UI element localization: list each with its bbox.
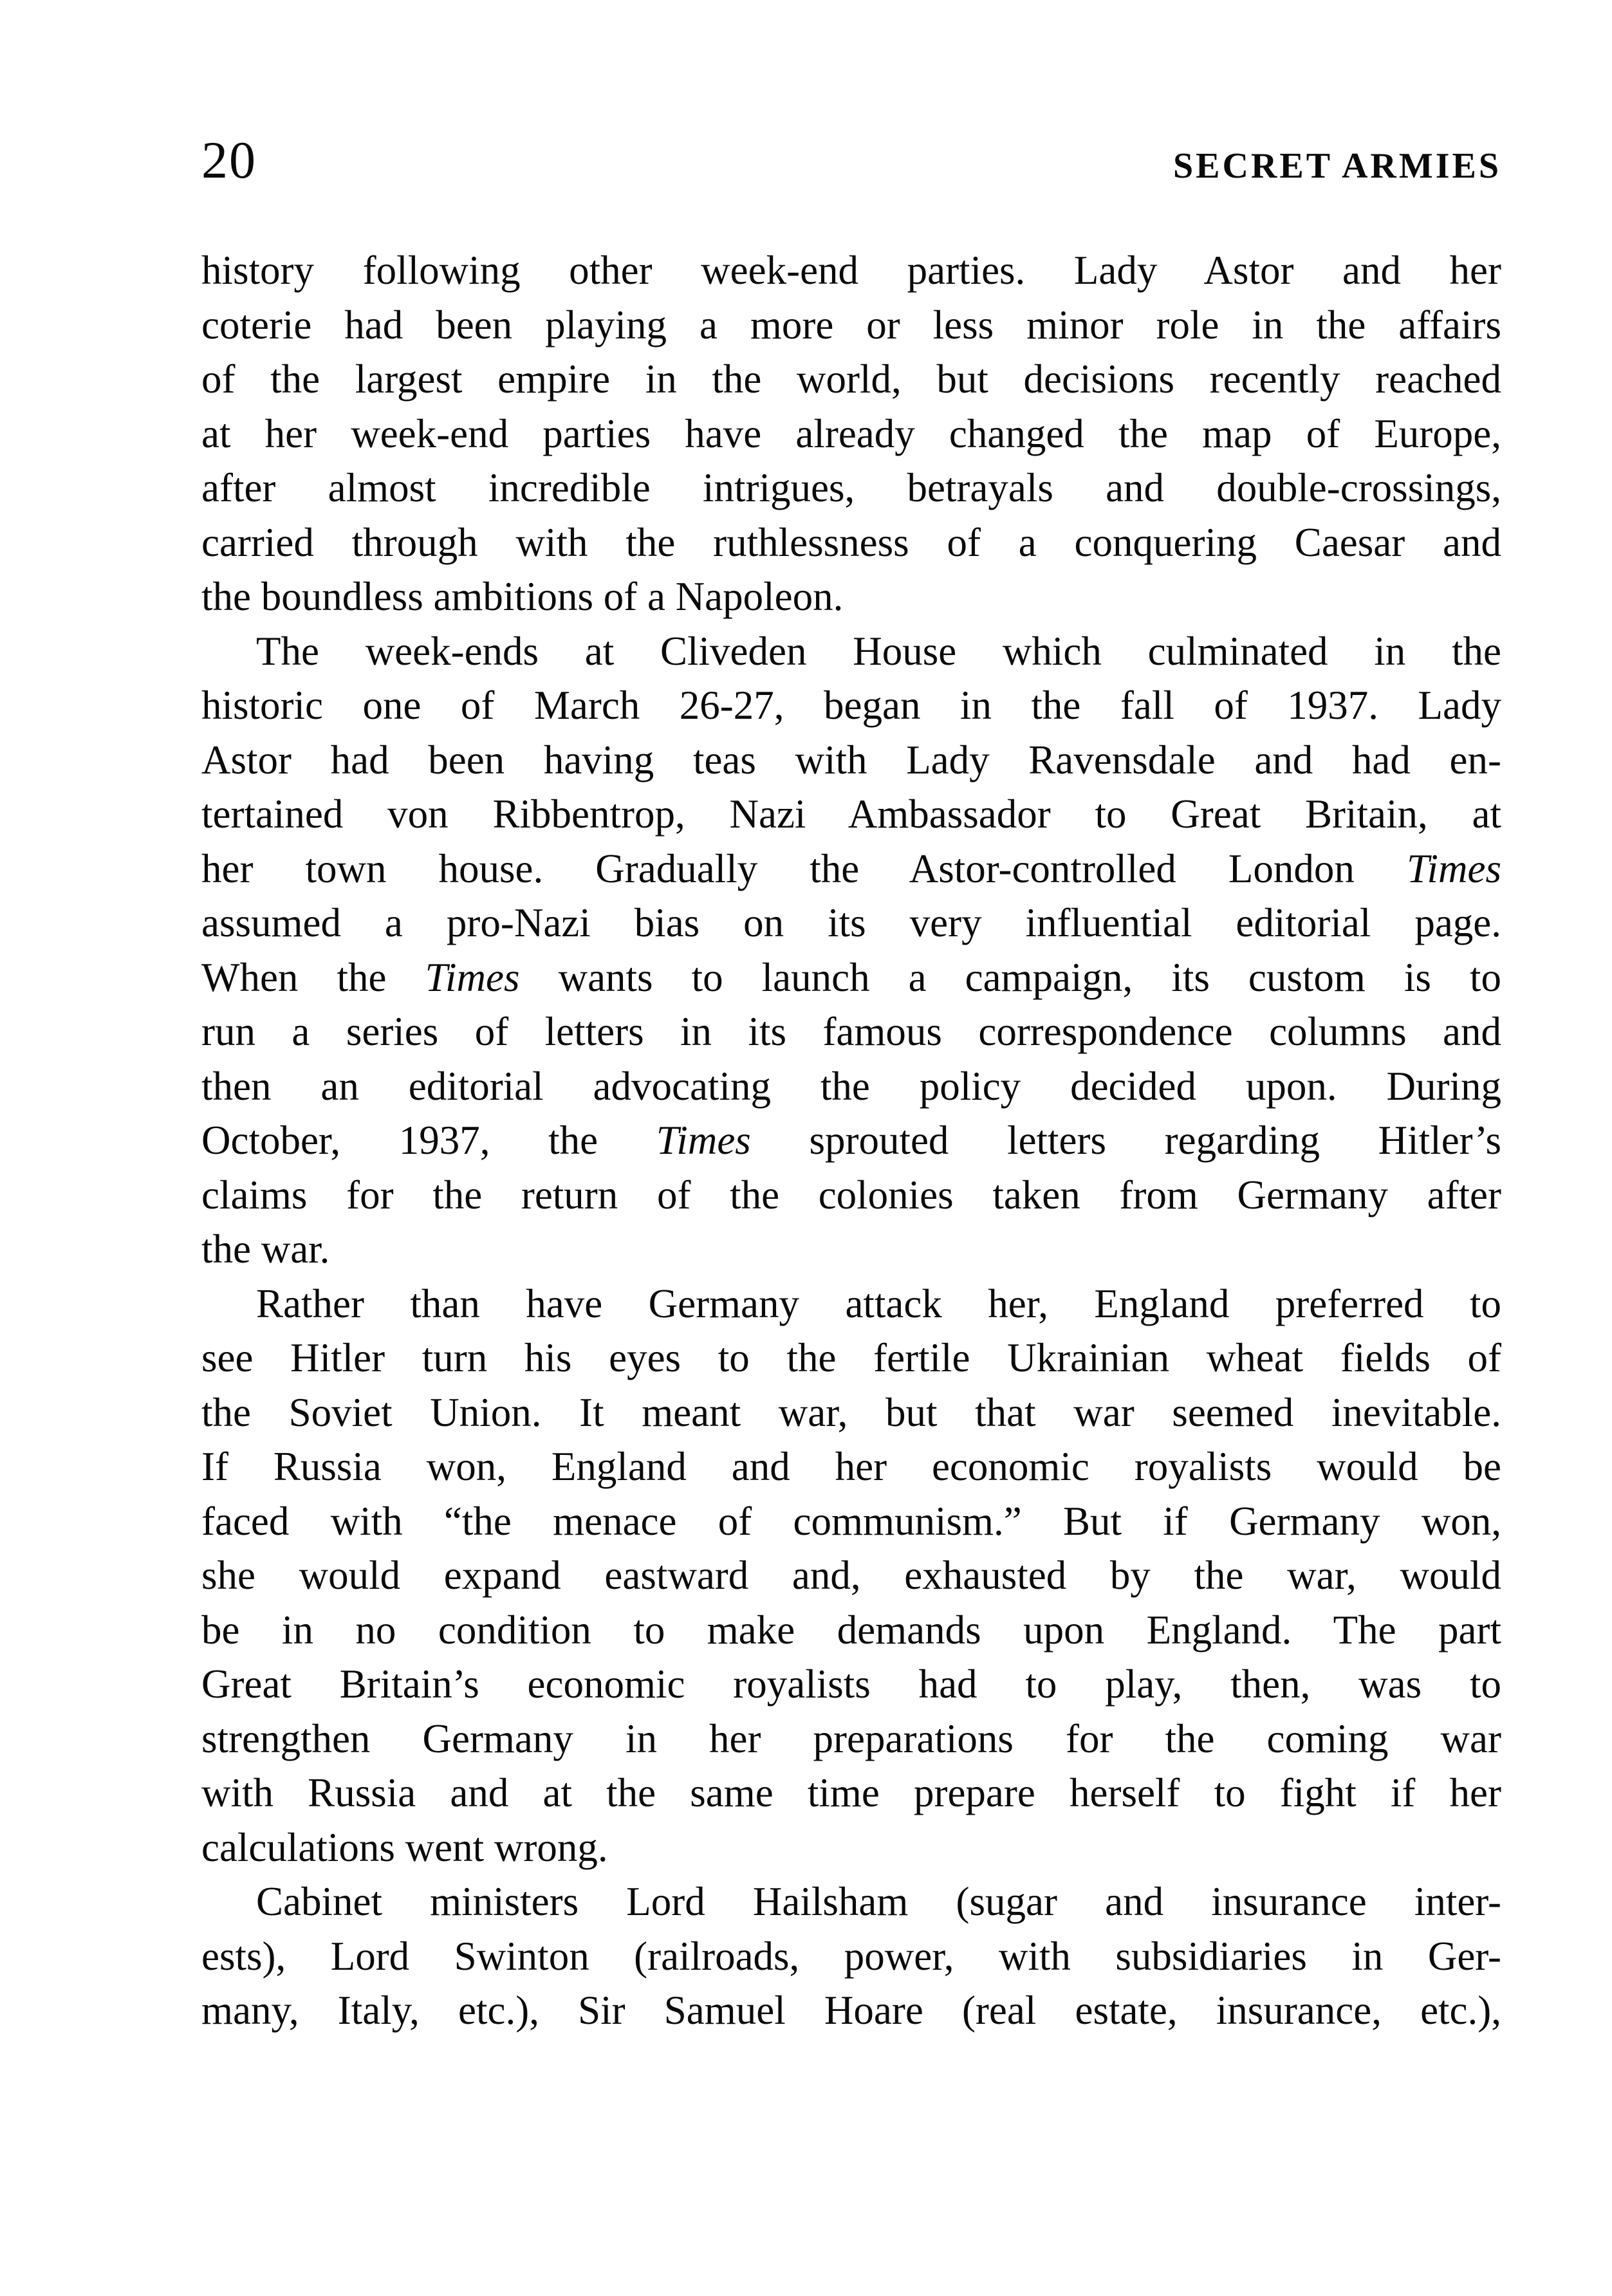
text-line xyxy=(201,407,1501,461)
text-segment: assumed a pro-Nazi bias on its very influential editorial page. xyxy=(201,900,1501,945)
text-segment: claims for the return of the colonies taken from Germany after xyxy=(201,1172,1501,1217)
page-number: 20 xyxy=(201,131,257,189)
text-line xyxy=(201,1440,1501,1494)
text-segment: If Russia won, England and her economic royalists would be xyxy=(201,1444,1501,1489)
text-segment: her town house. Gradually the Astor-controlled London xyxy=(201,846,1407,891)
text-line xyxy=(201,733,1501,788)
text-line xyxy=(201,1983,1501,2038)
text-segment: calculations went wrong. xyxy=(201,1824,608,1870)
text-line xyxy=(201,352,1501,407)
text-line xyxy=(201,787,1501,842)
text-line xyxy=(201,1168,1501,1223)
text-segment: the Soviet Union. It meant war, but that war seemed inevitable. xyxy=(201,1389,1501,1435)
text-segment: faced with “the menace of communism.” But if Germany won, xyxy=(201,1498,1501,1544)
text-segment: tertained von Ribbentrop, Nazi Ambassador to Great Britain, at xyxy=(201,792,1501,837)
text-line xyxy=(201,243,1501,298)
text-segment: history following other week-end parties. Lady Astor and her xyxy=(201,248,1501,293)
text-line xyxy=(201,1875,1501,1929)
text-segment: at her week-end parties have already changed the map of Europe, xyxy=(201,411,1501,456)
text-line xyxy=(201,1712,1501,1766)
running-title: SECRET ARMIES xyxy=(1172,146,1501,186)
text-segment: run a series of letters in its famous correspondence columns and xyxy=(201,1009,1501,1054)
text-segment: she would expand eastward and, exhausted by the war, would xyxy=(201,1553,1501,1598)
italic-text-segment: Times xyxy=(656,1118,751,1163)
text-segment: historic one of March 26-27, began in the fall of 1937. Lady xyxy=(201,683,1501,728)
text-line xyxy=(201,624,1501,679)
text-line xyxy=(201,569,1501,624)
text-line xyxy=(201,1331,1501,1385)
text-segment: of the largest empire in the world, but decisions recently reached xyxy=(201,356,1501,402)
italic-text-segment: Times xyxy=(1406,846,1501,891)
text-line xyxy=(201,1059,1501,1114)
text-segment: be in no condition to make demands upon England. The part xyxy=(201,1607,1501,1653)
text-segment: see Hitler turn his eyes to the fertile Ukrainian wheat fields of xyxy=(201,1335,1501,1380)
text-segment: many, Italy, etc.), Sir Samuel Hoare (real estate, insurance, etc.), xyxy=(201,1988,1501,2033)
text-segment: sprouted letters regarding Hitler’s xyxy=(750,1118,1501,1163)
text-segment: with Russia and at the same time prepare herself to fight if her xyxy=(201,1770,1501,1815)
text-line xyxy=(201,1820,1501,1875)
text-segment: coterie had been playing a more or less minor role in the affairs xyxy=(201,302,1501,347)
running-header xyxy=(201,131,1501,189)
text-line xyxy=(201,1277,1501,1331)
text-segment: Astor had been having teas with Lady Ravensdale and had en- xyxy=(201,737,1501,782)
text-segment: after almost incredible intrigues, betrayals and double-crossings, xyxy=(201,465,1501,510)
text-segment: strengthen Germany in her preparations for the coming war xyxy=(201,1716,1501,1761)
italic-text-segment: Times xyxy=(425,954,520,1000)
text-segment: then an editorial advocating the policy decided upon. During xyxy=(201,1063,1501,1109)
text-line xyxy=(201,1004,1501,1059)
text-line xyxy=(201,678,1501,733)
text-line xyxy=(201,1548,1501,1603)
text-segment: Rather than have Germany attack her, England preferred to xyxy=(256,1281,1501,1326)
text-segment: Great Britain’s economic royalists had to play, then, was to xyxy=(201,1662,1501,1707)
text-segment: carried through with the ruthlessness of a conquering Caesar and xyxy=(201,519,1501,565)
text-line xyxy=(201,1766,1501,1820)
text-line xyxy=(201,298,1501,353)
text-line xyxy=(201,1657,1501,1712)
text-line xyxy=(201,515,1501,570)
text-line xyxy=(201,896,1501,950)
text-segment: October, 1937, the xyxy=(201,1118,656,1163)
text-line xyxy=(201,1385,1501,1440)
text-line xyxy=(201,1929,1501,1984)
text-line xyxy=(201,1603,1501,1658)
page-text xyxy=(201,243,1501,2038)
text-segment: the boundless ambitions of a Napoleon. xyxy=(201,574,844,619)
text-line xyxy=(201,1494,1501,1549)
text-line xyxy=(201,1113,1501,1168)
text-segment: ests), Lord Swinton (railroads, power, with subsidiaries in Ger- xyxy=(201,1933,1501,1979)
text-line xyxy=(201,1222,1501,1277)
text-segment: the war. xyxy=(201,1227,330,1272)
text-segment: Cabinet ministers Lord Hailsham (sugar and insurance inter- xyxy=(256,1879,1501,1924)
text-line xyxy=(201,461,1501,515)
text-segment: wants to launch a campaign, its custom is to xyxy=(519,954,1501,1000)
text-line xyxy=(201,950,1501,1005)
text-line xyxy=(201,842,1501,896)
text-segment: When the xyxy=(201,954,425,1000)
text-segment: The week-ends at Cliveden House which culminated in the xyxy=(256,628,1501,674)
